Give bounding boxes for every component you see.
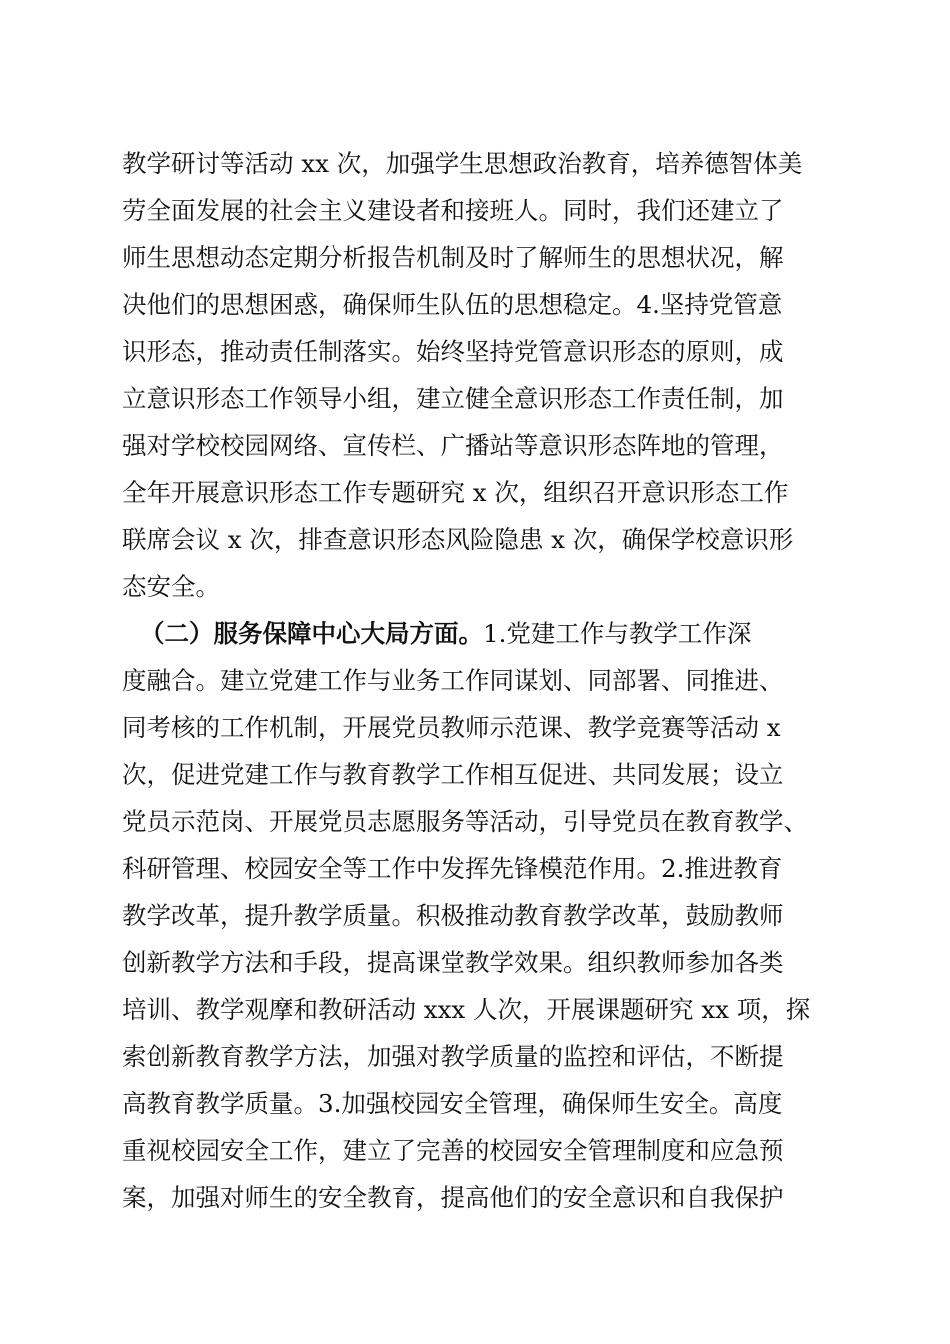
text-line: 识形态，推动责任制落实。始终坚持党管意识形态的原则，成: [122, 337, 784, 366]
text-line: 同考核的工作机制，开展党员教师示范课、教学竞赛等活动 x: [122, 713, 781, 742]
text-line: 强对学校校园网络、宣传栏、广播站等意识形态阵地的管理，: [122, 431, 784, 460]
text-line: 重视校园安全工作，建立了完善的校园安全管理制度和应急预: [122, 1136, 784, 1165]
text-line: 培训、教学观摩和教研活动 xxx 人次，开展课题研究 xx 项，探: [122, 995, 811, 1024]
text-line: 劳全面发展的社会主义建设者和接班人。同时，我们还建立了: [122, 196, 784, 225]
text-line: 决他们的思想困惑，确保师生队伍的思想稳定。4.坚持党管意: [122, 290, 783, 319]
section-first-line: [140, 614, 751, 654]
text-line: 立意识形态工作领导小组，建立健全意识形态工作责任制，加: [122, 384, 784, 413]
text-line: 教学改革，提升教学质量。积极推动教育教学改革，鼓励教师: [122, 901, 784, 930]
text-line: 次，促进党建工作与教育教学工作相互促进、共同发展；设立: [122, 760, 784, 789]
text-line: 案，加强对师生的安全教育，提高他们的安全意识和自我保护: [122, 1183, 784, 1212]
text-line: 党员示范岗、开展党员志愿服务等活动，引导党员在教育教学、: [122, 807, 808, 836]
text-line: 教学研讨等活动 xx 次，加强学生思想政治教育，培养德智体美: [122, 149, 803, 178]
text-line: 高教育教学质量。3.加强校园安全管理，确保师生安全。高度: [122, 1089, 783, 1118]
text-line: 全年开展意识形态工作专题研究 x 次，组织召开意识形态工作: [122, 478, 789, 507]
text-line: 索创新教育教学方法，加强对教学质量的监控和评估，不断提: [122, 1042, 784, 1071]
section-first-line-rest: 1.党建工作与教学工作深: [483, 619, 752, 648]
text-line: 师生思想动态定期分析报告机制及时了解师生的思想状况，解: [122, 243, 784, 272]
text-line: 科研管理、校园安全等工作中发挥先锋模范作用。2.推进教育: [122, 854, 783, 883]
section-heading: （二）服务保障中心大局方面。: [140, 619, 483, 648]
text-line: 态安全。: [122, 572, 220, 601]
text-line: 创新教学方法和手段，提高课堂教学效果。组织教师参加各类: [122, 948, 784, 977]
text-line: 联席会议 x 次，排查意识形态风险隐患 x 次，确保学校意识形: [122, 525, 794, 554]
text-line: 度融合。建立党建工作与业务工作同谋划、同部署、同推进、: [122, 666, 784, 695]
